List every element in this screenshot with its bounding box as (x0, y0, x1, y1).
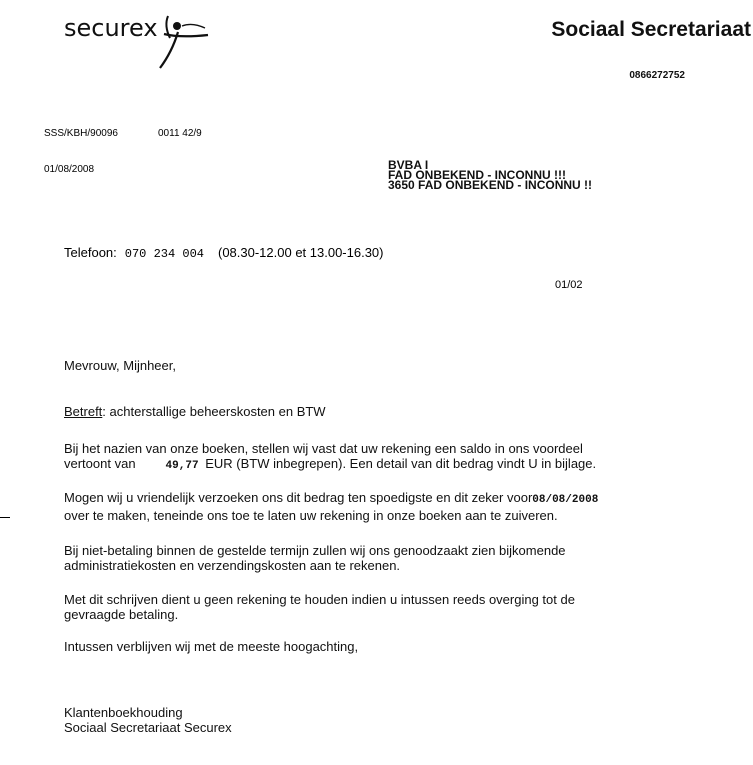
contact-line (64, 245, 384, 261)
paragraph-line: Bij niet-betaling binnen de gestelde termijn zullen wij ons genoodzaakt zien bijkomende (64, 543, 566, 558)
subject-text: : achterstallige beheerskosten en BTW (102, 404, 326, 419)
amount-suffix: EUR (BTW inbegrepen). Een detail van dit bedrag vindt U in bijlage. (205, 456, 597, 471)
reference-code: SSS/KBH/90096 (44, 128, 118, 139)
closing-line: Intussen verblijven wij met de meeste hoogachting, (64, 639, 359, 654)
securex-logo (60, 4, 220, 74)
salutation: Mevrouw, Mijnheer, (64, 358, 176, 373)
amount-prefix: vertoont van (64, 456, 136, 471)
recipient-address (388, 160, 592, 190)
reference-line (44, 128, 202, 139)
paragraph-costs (64, 543, 734, 573)
company-number: 0866272752 (629, 70, 685, 81)
subject-label: Betreft (64, 404, 103, 419)
address-line-2: FAD ONBEKEND - INCONNU !!! (388, 168, 566, 182)
paragraph-balance (64, 441, 734, 474)
paragraph-line: gevraagde betaling. (64, 607, 179, 622)
request-text: Mogen wij u vriendelijk verzoeken ons dit bedrag ten spoedigste en dit zeker voor (64, 490, 533, 505)
office-hours: (08.30-12.00 et 13.00-16.30) (217, 245, 384, 260)
address-line-3: 3650 FAD ONBEKEND - INCONNU !! (388, 178, 593, 192)
paragraph-line: Met dit schrijven dient u geen rekening te houden indien u intussen reeds overging tot de (64, 592, 575, 607)
phone-label: Telefoon: (64, 245, 117, 260)
logo-wordmark: securex (64, 14, 158, 42)
signature-department: Klantenboekhouding (64, 705, 183, 720)
paragraph-line: over te maken, teneinde ons toe te laten uw rekening in onze boeken aan te zuiveren. (64, 508, 558, 523)
subject-line (64, 404, 734, 419)
paragraph-line (64, 456, 734, 474)
letter-date: 01/08/2008 (44, 164, 95, 175)
address-line-1: BVBA I (388, 158, 429, 172)
signature-company: Sociaal Secretariaat Securex (64, 720, 232, 735)
fold-mark (0, 517, 10, 518)
paragraph-line (64, 490, 734, 508)
logo-mark-icon (60, 4, 220, 74)
amount-value: 49,77 (165, 460, 199, 472)
paragraph-disregard (64, 592, 734, 622)
paragraph-line: Bij het nazien van onze boeken, stellen wij vast dat uw rekening een saldo in ons voordeel (64, 441, 583, 456)
signature-block (64, 705, 734, 735)
page-counter: 01/02 (555, 279, 583, 291)
page-title: Sociaal Secretariaat (551, 18, 751, 41)
reference-number: 0011 42/9 (158, 128, 202, 139)
deadline-date: 08/08/2008 (532, 494, 599, 506)
paragraph-request (64, 490, 734, 523)
paragraph-line: administratiekosten en verzendingskosten aan te rekenen. (64, 558, 401, 573)
phone-number: 070 234 004 (124, 247, 204, 261)
